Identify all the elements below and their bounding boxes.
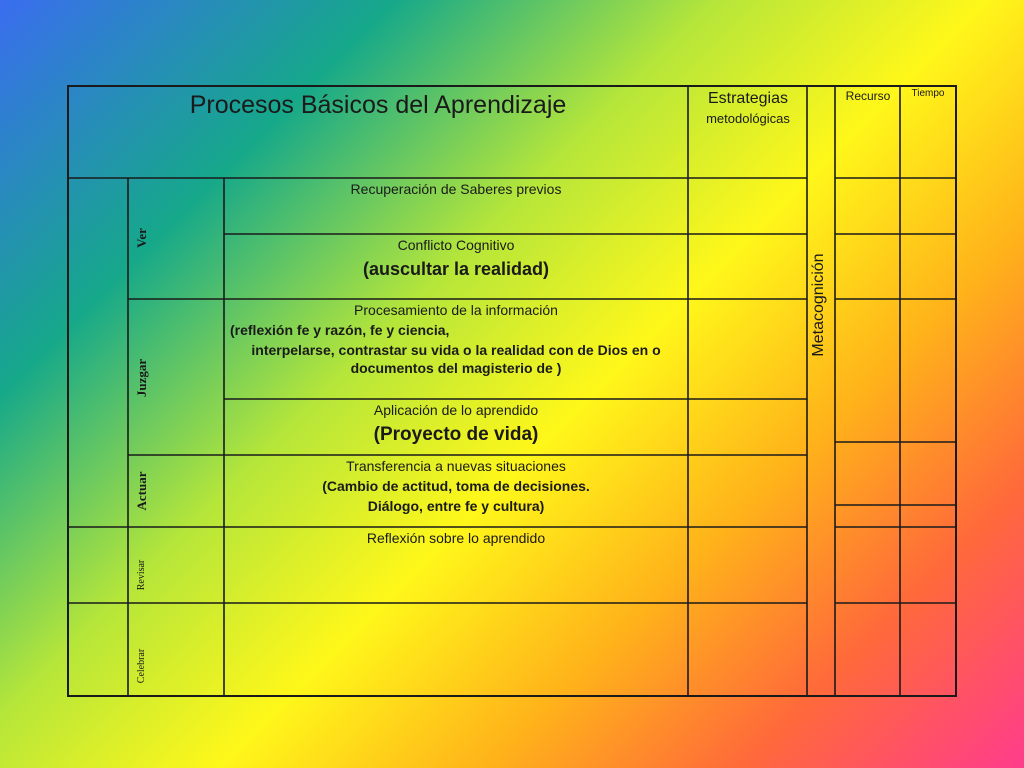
row-recuperacion: Recuperación de Saberes previos [350,181,562,197]
strategies-header: Estrategias [707,90,789,107]
row-conflicto-title: Conflicto Cognitivo [397,237,515,253]
stage-revisar: Revisar [136,559,147,591]
stage-ver: Ver [134,228,149,248]
row-aplicacion-sub: (Proyecto de vida) [373,424,539,445]
row-procesamiento-line1: (reflexión fe y razón, fe y ciencia, [230,322,450,338]
stage-juzgar: Juzgar [134,358,149,398]
row-reflexion: Reflexión sobre lo aprendido [366,530,546,546]
row-transferencia-line2: Diálogo, entre fe y cultura) [367,498,545,514]
time-header: Tiempo [911,88,945,99]
stage-celebrar: Celebrar [136,648,147,684]
row-procesamiento-line2: interpelarse, contrastar su vida o la realidad con de Dios en o documentos del magisterio de ) [251,342,661,376]
resource-header: Recurso [845,89,891,103]
stage-actuar: Actuar [134,471,149,511]
metacognition-label: Metacognición [810,253,827,357]
row-transferencia-title: Transferencia a nuevas situaciones [346,458,566,474]
row-transferencia-line1: (Cambio de actitud, toma de decisiones. [322,478,590,494]
row-aplicacion-title: Aplicación de lo aprendido [373,402,539,418]
table-title: Procesos Básicos del Aprendizaje [189,91,567,119]
strategies-subheader: metodológicas [706,111,790,126]
row-conflicto-sub: (auscultar la realidad) [362,259,550,279]
row-procesamiento-title: Procesamiento de la información [354,302,558,318]
